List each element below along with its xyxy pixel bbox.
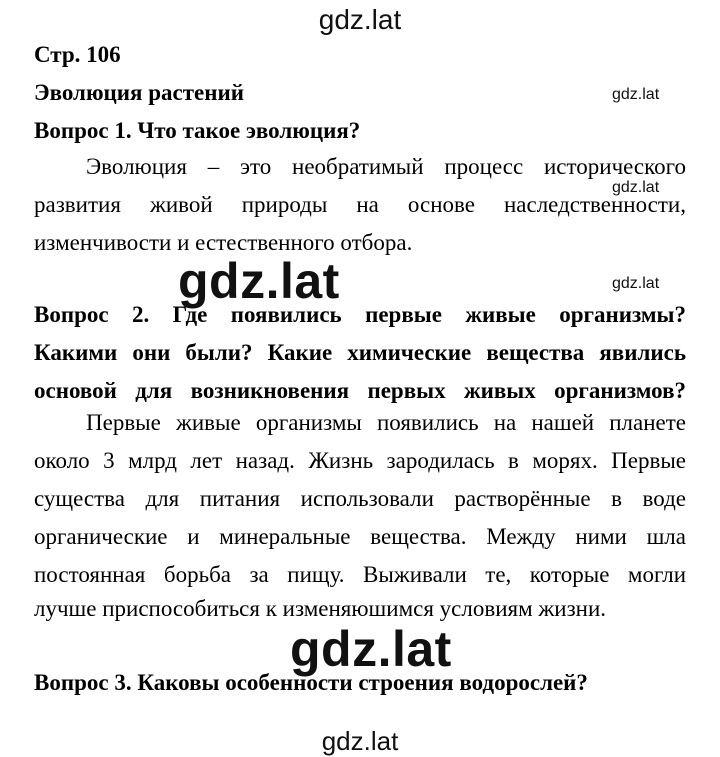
watermark-small: gdz.lat: [612, 86, 660, 103]
answer-2-line: около 3 млрд лет назад. Жизнь зародилась в морях. Первые: [34, 448, 686, 473]
section-title: Эволюция растений: [34, 80, 244, 105]
answer-2-line: лучше приспособиться к изменяюшимся условиям жизни.: [34, 596, 607, 621]
watermark-large: gdz.lat: [290, 621, 452, 677]
question-3-title: Вопрос 3. Каковы особенности строения водорослей?: [34, 670, 588, 695]
watermark-top: gdz.lat: [318, 4, 402, 35]
answer-1-line: Эволюция – это необратимый процесс исторического: [86, 154, 686, 179]
answer-2-line: постоянная борьба за пищу. Выживали те, которые могли: [34, 562, 686, 587]
question-2-title-line: Вопрос 2. Где появились первые живые организмы?: [34, 302, 686, 327]
answer-2-line: органические и минеральные вещества. Между ними шла: [34, 524, 686, 549]
answer-2-line: существа для питания использовали растворённые в воде: [34, 486, 686, 511]
question-2-title-line: основой для возникновения первых живых организмов?: [34, 378, 686, 403]
question-1-title: Вопрос 1. Что такое эволюция?: [34, 118, 361, 143]
watermark-small: gdz.lat: [612, 275, 660, 292]
watermark-large: gdz.lat: [178, 253, 340, 309]
question-2-title-line: Какими они были? Какие химические вещества явились: [34, 340, 686, 365]
watermark-bottom: gdz.lat: [321, 726, 399, 756]
watermark-small: gdz.lat: [612, 179, 660, 196]
answer-2-line: Первые живые организмы появились на нашей планете: [86, 410, 686, 435]
page-label: Стр. 106: [34, 42, 121, 67]
answer-1-line: развития живой природы на основе наследственности,: [34, 192, 686, 217]
answer-1-line: изменчивости и естественного отбора.: [34, 230, 413, 255]
